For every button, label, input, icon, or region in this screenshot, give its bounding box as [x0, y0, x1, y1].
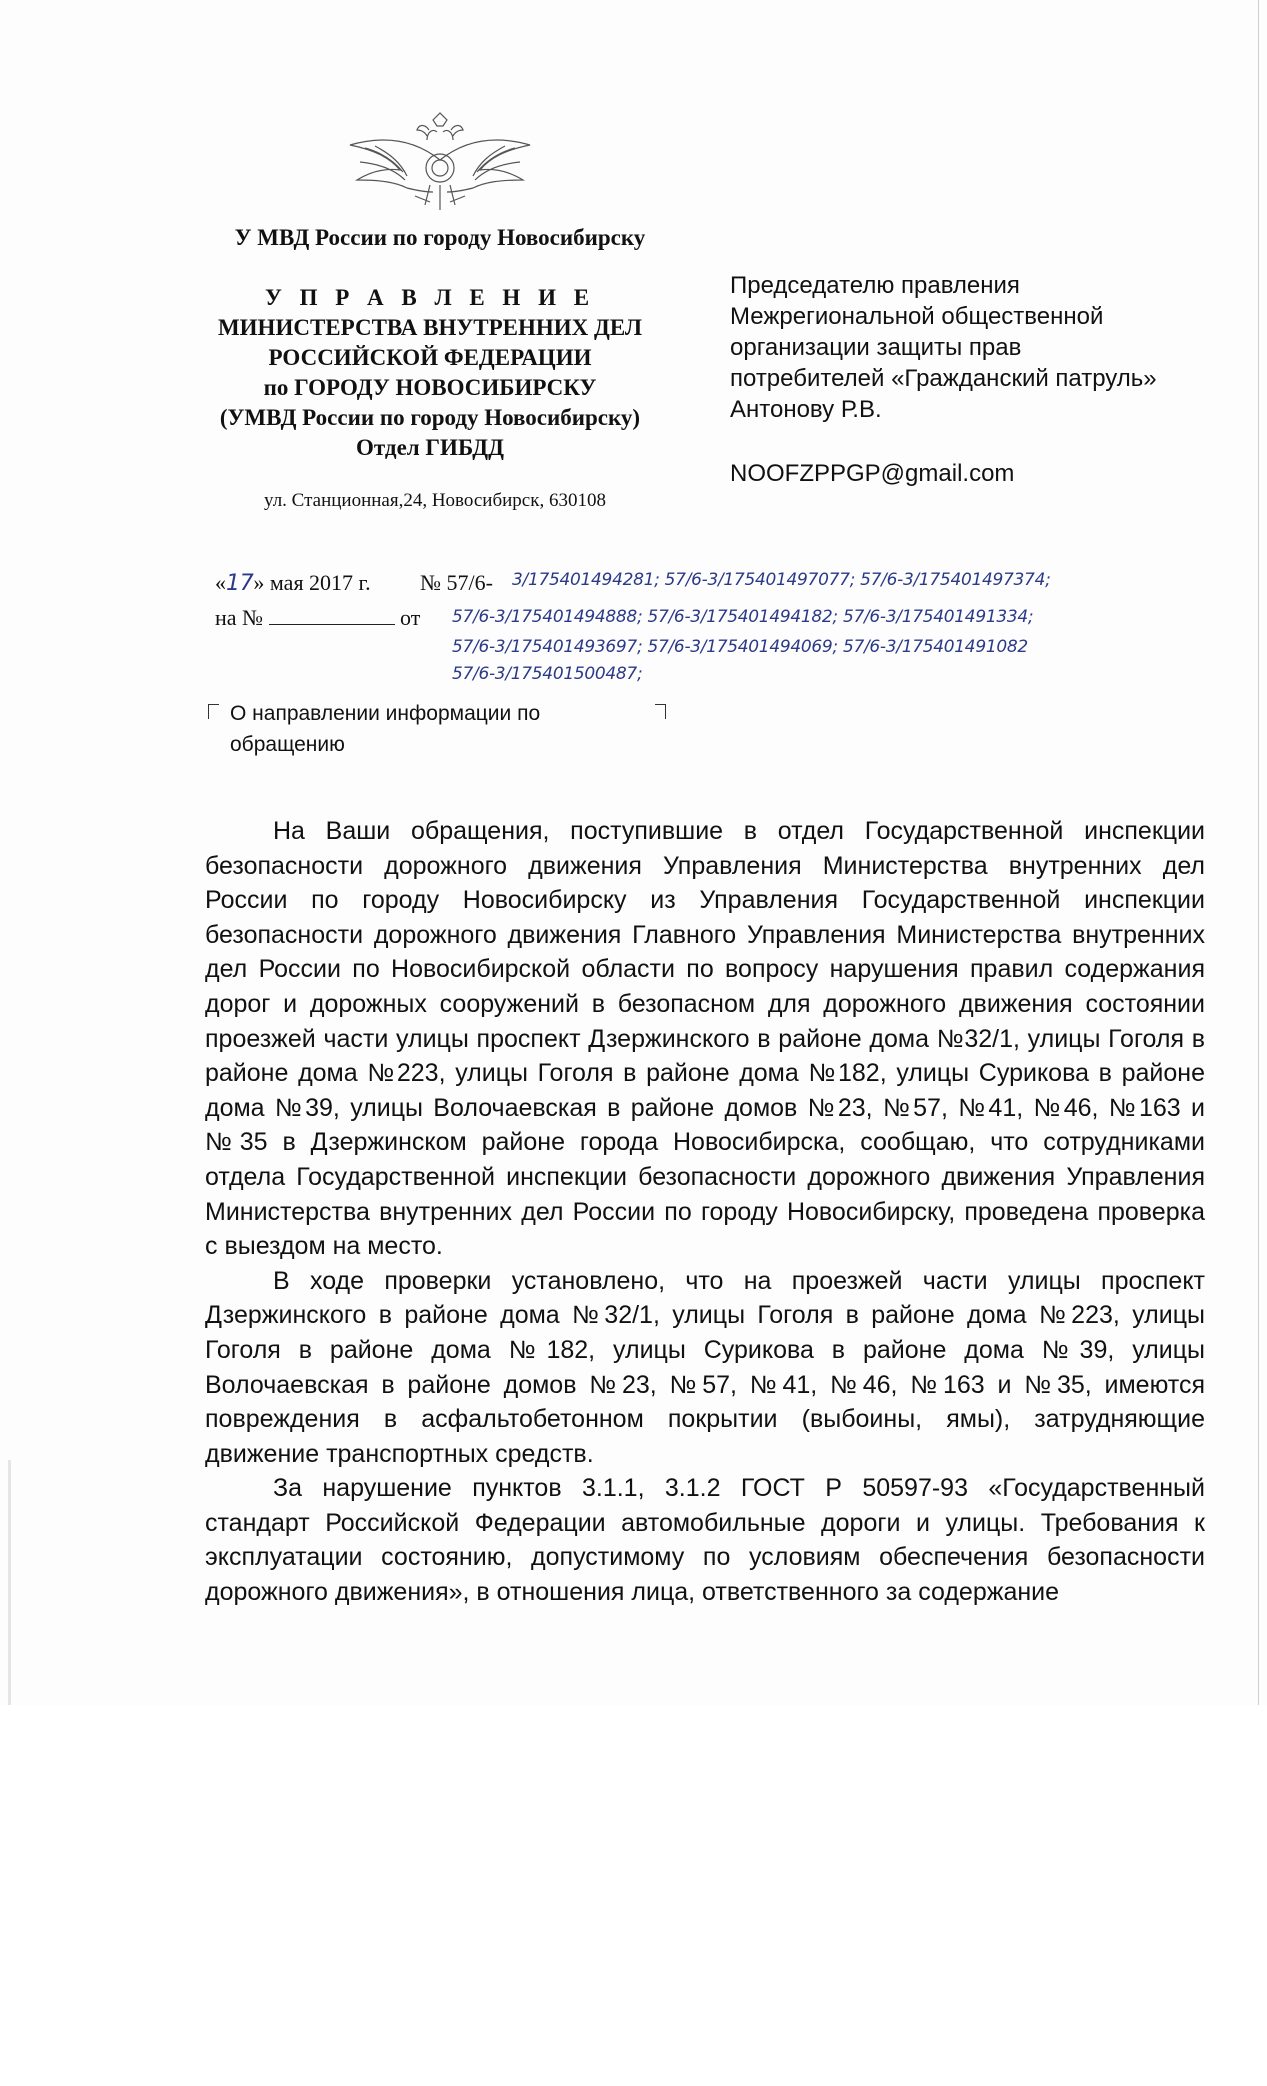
subject-line: О направлении информации по: [230, 702, 541, 725]
subject-block: [230, 698, 590, 760]
org-line: по ГОРОДУ НОВОСИБИРСКУ: [263, 375, 597, 400]
addressee-email: NOOFZPPGP@gmail.com: [730, 460, 1015, 487]
handwritten-number-line: 57/6-3/175401500487;: [452, 664, 643, 684]
handwritten-number-line: 57/6-3/175401493697; 57/6-3/175401494069; 57/6-3/175401491082: [452, 637, 1028, 657]
subject-line: обращению: [230, 733, 345, 756]
org-address: ул. Станционная,24, Новосибирск, 630108: [264, 490, 606, 511]
double-headed-eagle-emblem-icon: [345, 110, 535, 215]
org-line: РОССИЙСКОЙ ФЕДЕРАЦИИ: [268, 345, 592, 370]
org-line: (УМВД России по городу Новосибирску): [219, 405, 641, 430]
page-edge-shadow: [8, 1460, 11, 1705]
org-line: МИНИСТЕРСТВА ВНУТРЕННИХ ДЕЛ: [217, 315, 643, 340]
date-rest: » мая 2017 г.: [253, 570, 371, 595]
blank-line: [269, 608, 395, 625]
date-day-handwritten: 17: [226, 571, 254, 596]
addressee-line: организации защиты прав: [730, 334, 1022, 361]
date-open-quote: «: [215, 570, 226, 595]
handwritten-number-line: 57/6-3/175401494888; 57/6-3/175401494182; 57/6-3/175401491334;: [452, 607, 1034, 627]
addressee-line: Председателю правления: [730, 272, 1020, 299]
incoming-number: [215, 605, 420, 631]
handwritten-number-line: 3/175401494281; 57/6-3/175401497077; 57/6-3/175401497374;: [512, 570, 1051, 590]
org-top-line: У МВД России по городу Новосибирску: [234, 225, 646, 250]
na-label: на №: [215, 605, 264, 630]
org-name-block: [160, 283, 700, 463]
subject-bracket-right: [655, 704, 666, 719]
addressee-line: потребителей «Гражданский патруль»: [730, 365, 1157, 392]
org-line: Отдел ГИБДД: [356, 435, 504, 460]
letter-body: [205, 814, 1205, 1610]
addressee-line: Антонову Р.В.: [730, 396, 882, 423]
addressee-block: [730, 270, 1250, 489]
body-paragraph: За нарушение пунктов 3.1.1, 3.1.2 ГОСТ Р 50597-93 «Государственный стандарт Российской Федерации автомобильные дороги и улицы. Требования к эксплуатации состоянию, допустимому по условиям обеспечения безопасности дорожного движения», в отношения лица, ответственного за содержание: [205, 1474, 1205, 1607]
page-edge: [1258, 0, 1259, 1705]
subject-bracket-left: [208, 704, 219, 719]
body-paragraph: В ходе проверки установлено, что на проезжей части улицы проспект Дзержинского в районе дома №32/1, улицы Гоголя в районе дома №223, улицы Гоголя в районе дома №182, улицы Сурикова в районе дома №39, улицы Волочаевская в районе домов №23, №57, №41, №46, №163 и №35, имеются повреждения в асфальтобетонном покрытии (выбоины, ямы), затрудняющие движение транспортных средств.: [205, 1266, 1205, 1468]
ot-label: от: [400, 605, 421, 630]
outgoing-date: [215, 570, 371, 596]
outgoing-number-label: № 57/6-: [420, 570, 493, 595]
addressee-line: Межрегиональной общественной: [730, 303, 1104, 330]
org-line: У П Р А В Л Е Н И Е: [264, 285, 596, 310]
body-paragraph: На Ваши обращения, поступившие в отдел Государственной инспекции безопасности дорожного движения Управления Министерства внутренних дел России по городу Новосибирску из Управления Государственной инспекции безопасности дорожного движения Главного Управления Министерства внутренних дел России по Новосибирской области по вопросу нарушения правил содержания дорог и дорожных сооружений в безопасном для дорожного движения состоянии проезжей части улицы проспект Дзержинского в районе дома №32/1, улицы Гоголя в районе дома №223, улицы Гоголя в районе дома №182, улицы Сурикова в районе дома №39, улицы Волочаевская в районе домов №23, №57, №41, №46, №163 и №35 в Дзержинском районе города Новосибирска, сообщаю, что сотрудниками отдела Государственной инспекции безопасности дорожного движения Управления Министерства внутренних дел России по городу Новосибирску, проведена проверка с выездом на место.: [205, 817, 1205, 1261]
